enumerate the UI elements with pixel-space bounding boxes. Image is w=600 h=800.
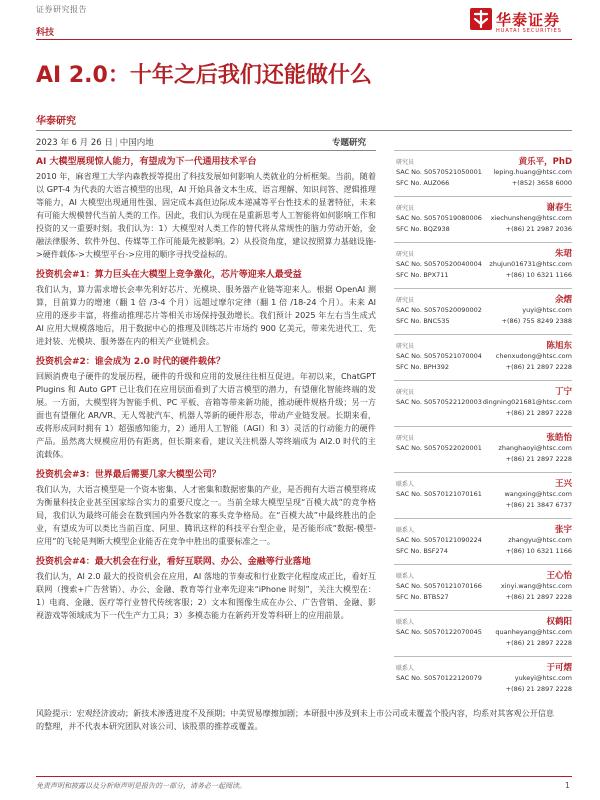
page-number: 1 xyxy=(564,781,570,790)
brand-logo xyxy=(470,8,574,36)
analyst-row xyxy=(396,628,572,636)
analyst-role: 联系人 xyxy=(396,527,415,534)
analyst-sac: SAC No. S0570520090002 xyxy=(396,306,482,314)
analyst-role: 研究员 xyxy=(396,389,415,396)
report-meta xyxy=(36,136,154,148)
analyst-email[interactable]: quanheyang@htsc.com xyxy=(495,628,572,636)
analyst-row xyxy=(396,547,572,555)
section-heading: 投资机会#2：谁会成为 2.0 时代的硬件载体？ xyxy=(36,357,226,367)
analyst-row xyxy=(396,271,572,279)
section-heading: 投资机会#3：世界最后需要几家大模型公司？ xyxy=(36,470,221,480)
analyst-row xyxy=(396,260,572,268)
analyst-role: 研究员 xyxy=(396,435,415,442)
analyst-row xyxy=(396,168,572,176)
analyst-role: 研究员 xyxy=(396,297,415,304)
analyst-phone: +(86) 10 6321 1166 xyxy=(505,547,572,555)
analyst-sac: SAC No. S0570521050001 xyxy=(396,168,482,176)
section-body: 我们认为，AI 2.0 最大的投资机会在应用，AI 落地的节奏或和行业数字化程度成正比，看好互联网（搜索+广告营销）、办公、金融、教育等行业率先迎来“iPhone 时刻”，关注大模型在：1）电商、金融、医疗等行业替代传统客服；2）文本和图像生成在办公、广告营销、金融、影视游戏等领域成为下一代生产力工具；3）多模态能力在新药开发等科研上的应用前景。 xyxy=(36,571,376,620)
brand-name-en: HUATAI SECURITIES xyxy=(496,28,562,34)
analyst-card xyxy=(394,472,572,518)
section xyxy=(36,469,376,548)
section-body: 我们认为，大语言模型是一个资本密集、人才密集和数据密集的产业，是否拥有大语言模型将成为衡量科技企业甚至国家综合实力的重要尺度之一。当前全球大模型呈现“百模大战”的竞争格局，我们认为最终可能会在数到国内外各数家的寡头竞争格局。在“百模大战”中最终胜出的企业，有望成为可以类比当前百度、阿里、腾讯这样的科技平台型企业，是否能形成“数据-模型-应用”的飞轮是判断大模型企业能否在竞争中胜出的重要标准之一。 xyxy=(36,484,376,546)
analyst-card xyxy=(394,242,572,288)
analyst-phone: +(86) 21 2987 2036 xyxy=(505,225,572,233)
analyst-name: 权鹤阳 xyxy=(546,617,572,627)
analyst-sac: SAC No. S0570519080006 xyxy=(396,214,482,222)
analyst-phone: +(86) 21 2897 2228 xyxy=(505,409,572,417)
analyst-card xyxy=(394,656,572,702)
section xyxy=(36,269,376,348)
analyst-row xyxy=(396,306,572,314)
analyst-card xyxy=(394,518,572,564)
analyst-role: 研究员 xyxy=(396,159,415,166)
analyst-role: 研究员 xyxy=(396,205,415,212)
analyst-sac: SAC No. S0570521070004 xyxy=(396,352,482,360)
analyst-card xyxy=(394,610,572,656)
analyst-card xyxy=(394,150,572,196)
analyst-row xyxy=(396,490,572,498)
analyst-sac: SAC No. S0570121090224 xyxy=(396,536,482,544)
analyst-role: 研究员 xyxy=(396,343,415,350)
analyst-name: 张宇 xyxy=(554,525,572,535)
analyst-sidebar xyxy=(394,150,572,702)
analyst-card xyxy=(394,288,572,334)
brand-logo-icon xyxy=(470,8,492,30)
analyst-row xyxy=(396,214,572,222)
analyst-phone: +(86) 10 6321 1166 xyxy=(505,271,572,279)
analyst-row xyxy=(396,398,572,406)
report-title: AI 2.0：十年之后我们还能做什么 xyxy=(36,63,372,88)
analyst-name: 谢春生 xyxy=(546,203,572,213)
analyst-name: 于可熠 xyxy=(546,663,572,673)
analyst-sfc: SFC No. BNC535 xyxy=(396,317,450,325)
analyst-name: 王兴 xyxy=(554,479,572,489)
analyst-name: 张皓怡 xyxy=(546,433,572,443)
analyst-card xyxy=(394,196,572,242)
analyst-row xyxy=(396,352,572,360)
analyst-sfc: SFC No. AUZ066 xyxy=(396,179,450,187)
analyst-phone: +(852) 3658 6000 xyxy=(511,179,572,187)
footer-divider xyxy=(36,776,572,777)
analyst-role: 联系人 xyxy=(396,619,415,626)
section-heading: AI 大模型展现惊人能力，有望成为下一代通用技术平台 xyxy=(36,157,257,167)
analyst-email[interactable]: xinyi.wang@htsc.com xyxy=(500,582,572,590)
analyst-card xyxy=(394,564,572,610)
report-region: 中国内地 xyxy=(119,138,154,148)
analyst-role: 联系人 xyxy=(396,665,415,672)
section xyxy=(36,556,376,622)
analyst-email[interactable]: yukeyi@htsc.com xyxy=(514,674,572,682)
brand-name: 华泰证券 xyxy=(496,11,561,29)
analyst-phone: +(86) 21 2897 2228 xyxy=(505,639,572,647)
analyst-card xyxy=(394,334,572,380)
analyst-row xyxy=(396,674,572,682)
analyst-row xyxy=(396,593,572,601)
analyst-email[interactable]: yuyi@htsc.com xyxy=(522,306,572,314)
report-date: 2023 年 6 月 26 日 xyxy=(36,138,113,148)
disclaimer-note: 免责声明和披露以及分析师声明是报告的一部分，请务必一起阅读。 xyxy=(36,782,246,790)
analyst-row xyxy=(396,444,572,452)
analyst-sac: SAC No. S0570522020001 xyxy=(396,444,482,452)
analyst-email[interactable]: leping.huang@htsc.com xyxy=(493,168,572,176)
analyst-phone: +(86) 21 2897 2228 xyxy=(505,363,572,371)
analyst-sac: SAC No. S0570520040004 xyxy=(396,260,482,268)
analyst-row xyxy=(396,363,572,371)
analyst-sfc: SFC No. BPH392 xyxy=(396,363,449,371)
analyst-name: 陈旭东 xyxy=(546,341,572,351)
analyst-email[interactable]: wangxing@htsc.com xyxy=(504,490,572,498)
analyst-card xyxy=(394,426,572,472)
section-heading: 投资机会#4：最大机会在行业，看好互联网、办公、金融等行业落地 xyxy=(36,557,311,567)
meta-separator: | xyxy=(114,138,118,148)
analyst-row xyxy=(396,317,572,325)
analyst-row xyxy=(396,582,572,590)
analyst-role: 联系人 xyxy=(396,573,415,580)
research-org: 华泰研究 xyxy=(36,116,76,127)
analyst-email[interactable]: dingning021681@htsc.com xyxy=(482,398,572,406)
analyst-row xyxy=(396,179,572,187)
section-heading: 投资机会#1：算力巨头在大模型上竞争激化，芯片等迎来人最受益 xyxy=(36,270,302,280)
analyst-sfc: SFC No. BPX711 xyxy=(396,271,449,279)
analyst-sac: SAC No. S0570121070161 xyxy=(396,490,482,498)
header-divider xyxy=(36,39,572,40)
analyst-sfc: SFC No. BQZ938 xyxy=(396,225,450,233)
analyst-sac: SAC No. S0570522120003 xyxy=(396,398,482,406)
analyst-sac: SAC No. S0570122120079 xyxy=(396,674,482,682)
analyst-email[interactable]: xiechunsheng@htsc.com xyxy=(490,214,572,222)
analyst-phone: +(86) 21 2897 2228 xyxy=(505,593,572,601)
analyst-row xyxy=(396,225,572,233)
analyst-name: 黄乐平，PhD xyxy=(518,157,572,167)
analyst-sfc: SFC No. BTB527 xyxy=(396,593,449,601)
section-body: 回顾消费电子硬件的发展历程，硬件的升级和应用的发展往往相互促进。年初以来，ChatGPT Plugins 和 Auto GPT 已让我们在应用层面看到了大语言模型的潜力，有望催化智能终端的发展。一方面，大模型将为智能手机、PC 平板、音箱等带来新功能，推动硬件规格升级；另一方面也有望催化 AR/VR、无人驾驶汽车、机器人等新的硬件形态，带动产业链发展。长期来看，或将形成同时拥有 1）超强感知能力，2）通用人工智能（AGI）和 3）灵活的行动能力的硬件产品。虽然离大规模应用仍有距离，但长期来看，建议关注机器人等终端成为 AI2.0 时代的主流载体。 xyxy=(36,371,376,459)
analyst-sac: SAC No. S0570121070166 xyxy=(396,582,482,590)
analyst-sfc: SFC No. BSF274 xyxy=(396,547,448,555)
analyst-name: 余熠 xyxy=(554,295,572,305)
analyst-role: 联系人 xyxy=(396,481,415,488)
analyst-phone: +(86) 21 2897 2228 xyxy=(505,685,572,693)
analyst-name: 朱珺 xyxy=(554,249,572,259)
analyst-email[interactable]: zhangyu@htsc.com xyxy=(508,536,572,544)
analyst-name: 丁宁 xyxy=(554,387,572,397)
analyst-card xyxy=(394,380,572,426)
meta-divider xyxy=(36,130,572,131)
analyst-phone: +(86) 755 8249 2388 xyxy=(501,317,572,325)
analyst-sac: SAC No. S0570122070045 xyxy=(396,628,482,636)
section xyxy=(36,356,376,461)
report-type: 专题研究 xyxy=(332,138,367,148)
doc-type-label: 证券研究报告 xyxy=(36,5,87,14)
analyst-email[interactable]: zhujun016731@htsc.com xyxy=(489,260,572,268)
section xyxy=(36,156,376,261)
analyst-phone: +(86) 21 2897 2228 xyxy=(505,455,572,463)
risk-warning: 风险提示：宏观经济波动；新技术渗透进度不及预期；中美贸易摩擦加剧；本研报中涉及到未上市公司或未覆盖个股内容，均系对其客观公开信息的整理，并不代表本研究团队对该公司、该股票的推荐或覆盖。 xyxy=(36,708,555,731)
analyst-name: 王心怡 xyxy=(546,571,572,581)
section-body: 2010 年，麻省理工大学内森教授等提出了科技发展如何影响人类就业的分析框架。当前，随着以 GPT-4 为代表的大语言模型的出现，AI 开始具备文本生成、语言理解、知识问答、逻辑推理等能力，AI 大模型出现通用性强、固定成本高但边际成本递减等平台性技术的显著特征，未来有可能大规模替代当前人类的工作。因此，我们认为现在是重新思考人工智能将如何影响工作和投资的又一重要时刻。我们认为：1）大模型对人类工作的替代将从常规性的脑力劳动开始，金融法律服务、软件外包、传媒等工作可能最先被影响。2）从投资角度，建议按照算力基础设施->硬件载体->大模型平台->应用的顺序寻找受益标的。 xyxy=(36,171,376,259)
analyst-row xyxy=(396,536,572,544)
analyst-email[interactable]: zhanghaoyi@htsc.com xyxy=(498,444,572,452)
sector-tag: 科技 xyxy=(36,28,55,38)
report-body xyxy=(36,156,376,630)
analyst-phone: +(86) 21 3847 6737 xyxy=(505,501,572,509)
analyst-role: 研究员 xyxy=(396,251,415,258)
meta-divider-2 xyxy=(36,150,376,151)
analyst-email[interactable]: chenxudong@htsc.com xyxy=(495,352,572,360)
section-body: 我们认为，算力需求增长会率先利好芯片、光模块、服务器产业链等迎来人。根据 OpenAI 测算，目前算力的增速（翻 1 倍 /3-4 个月）远超过摩尔定律（翻 1 倍 /18-24 个月）。未来 AI 应用的逐步丰富，将推动推理芯片等相关市场保持强劲增长。我们预计 2025 年左右当生成式 AI 应用大规模落地后，用于数据中心的推理及训练芯片市场约 900 亿美元，带来先进代工、先进封装、光模块、服务器在内的相关产业链机会。 xyxy=(36,284,376,346)
